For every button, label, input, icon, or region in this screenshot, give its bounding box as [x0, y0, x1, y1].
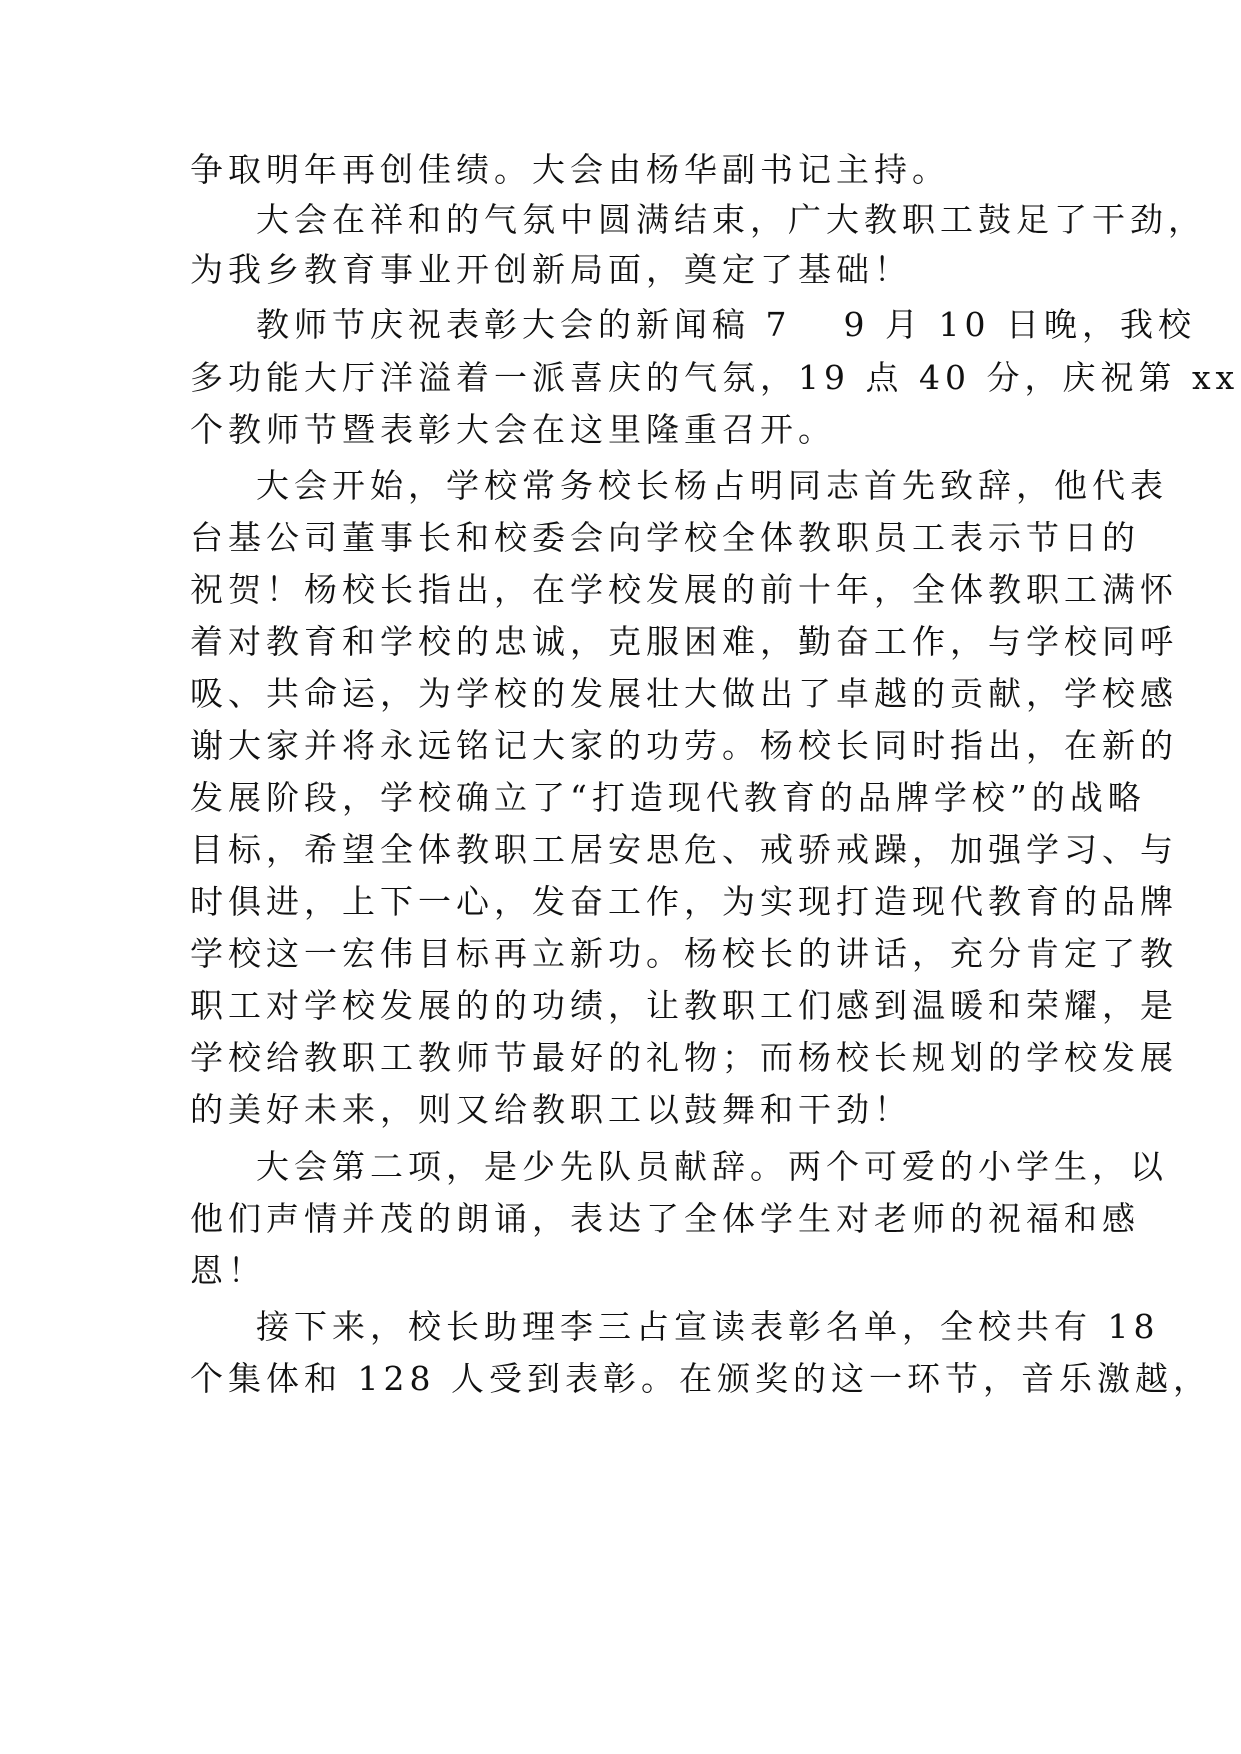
text-line: 台基公司董事长和校委会向学校全体教职员工表示节日的: [190, 518, 1140, 557]
text-line: 学校给教职工教师节最好的礼物；而杨校长规划的学校发展: [190, 1038, 1178, 1077]
text-line: 着对教育和学校的忠诚，克服困难，勤奋工作，与学校同呼: [190, 622, 1178, 661]
text-line: 职工对学校发展的的功绩，让教职工们感到温暖和荣耀，是: [190, 986, 1178, 1025]
text-line: [256, 305, 1196, 345]
text-line: 大会第二项，是少先队员献辞。两个可爱的小学生，以: [256, 1147, 1168, 1186]
text-line: 学校这一宏伟目标再立新功。杨校长的讲话，充分肯定了教: [190, 934, 1178, 973]
text-line: 个教师节暨表彰大会在这里隆重召开。: [190, 410, 836, 449]
text-line: 目标，希望全体教职工居安思危、戒骄戒躁，加强学习、与: [190, 830, 1178, 869]
text-line: 个集体和 128 人受到表彰。在颁奖的这一环节，音乐激越，: [190, 1359, 1211, 1398]
article-title: 教师节庆祝表彰大会的新闻稿 7: [256, 305, 792, 344]
text-line: 发展阶段，学校确立了“打造现代教育的品牌学校”的战略: [190, 778, 1146, 817]
text-line: 为我乡教育事业开创新局面，奠定了基础！: [190, 250, 912, 289]
text-line: 大会开始，学校常务校长杨占明同志首先致辞，他代表: [256, 466, 1168, 505]
text-line: 时俱进，上下一心，发奋工作，为实现打造现代教育的品牌: [190, 882, 1178, 921]
text-segment: 9 月 10 日晚，我校: [843, 305, 1196, 344]
text-line: 多功能大厅洋溢着一派喜庆的气氛，19 点 40 分，庆祝第 xx: [190, 358, 1240, 397]
text-line: 争取明年再创佳绩。大会由杨华副书记主持。: [190, 150, 950, 189]
text-line: 的美好未来，则又给教职工以鼓舞和干劲！: [190, 1090, 912, 1129]
text-line: 接下来，校长助理李三占宣读表彰名单，全校共有 18: [256, 1307, 1160, 1346]
text-line: 祝贺！杨校长指出，在学校发展的前十年，全体教职工满怀: [190, 570, 1178, 609]
text-line: 吸、共命运，为学校的发展壮大做出了卓越的贡献，学校感: [190, 674, 1178, 713]
text-line: 恩！: [190, 1251, 266, 1290]
text-line: 他们声情并茂的朗诵，表达了全体学生对老师的祝福和感: [190, 1199, 1140, 1238]
text-line: 大会在祥和的气氛中圆满结束，广大教职工鼓足了干劲，: [256, 200, 1206, 239]
text-line: 谢大家并将永远铭记大家的功劳。杨校长同时指出，在新的: [190, 726, 1178, 765]
